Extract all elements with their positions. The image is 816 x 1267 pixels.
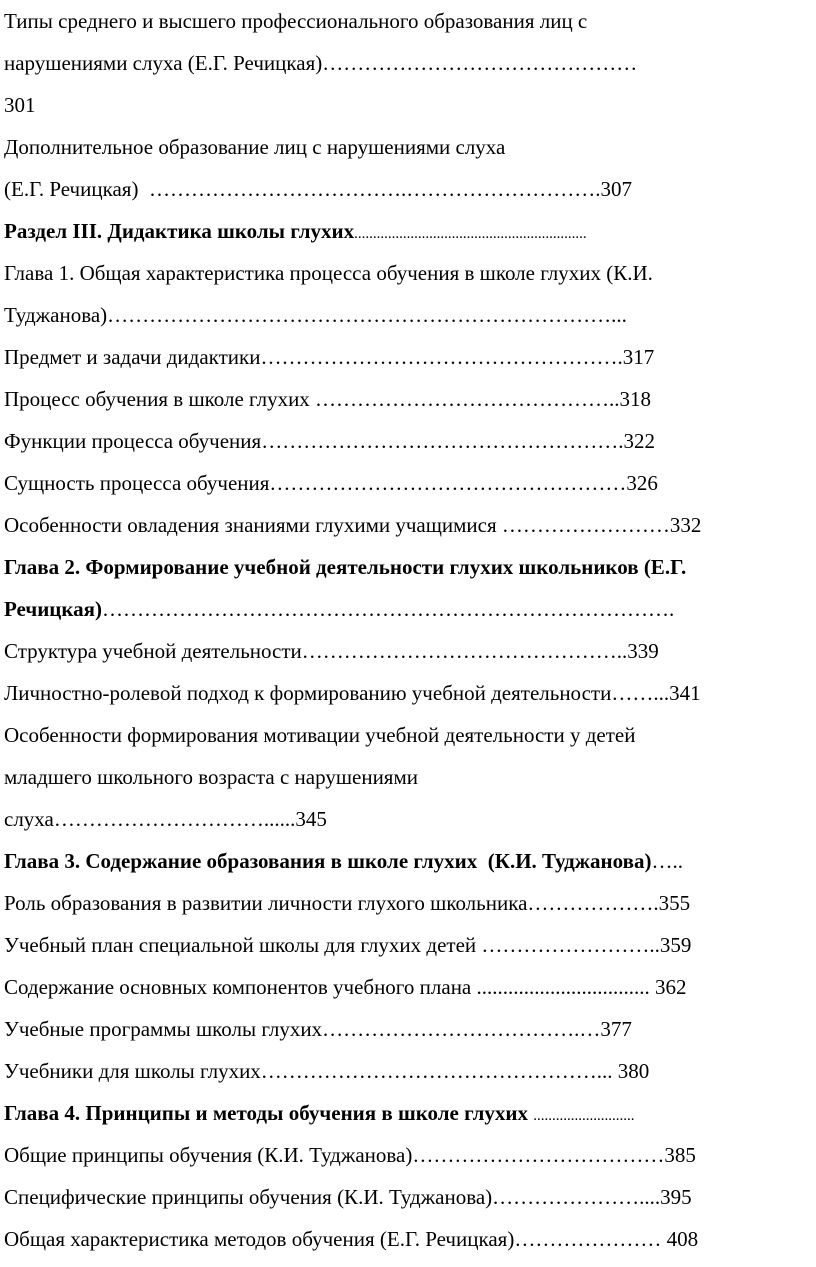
toc-line: младшего школьного возраста с нарушениями [4, 765, 418, 789]
toc-line: Особенности овладения знаниями глухими учащимися ……………………332 [4, 513, 702, 537]
toc-chapter-heading-cont [4, 588, 816, 630]
toc-line: Типы среднего и высшего профессионального образования лиц с [4, 9, 588, 33]
toc-line: Функции процесса обучения…………………………………………….322 [4, 429, 655, 453]
toc-line: Предмет и задачи дидактики…………………………………………….317 [4, 345, 655, 369]
leader-dots: ………………………………………………………………………. [102, 597, 675, 621]
chapter-title: Глава 4. Принципы и методы обучения в школе глухих [4, 1101, 534, 1125]
toc-line: Учебные программы школы глухих……………………………….…377 [4, 1017, 632, 1041]
toc-line: Общие принципы обучения (К.И. Туджанова)………………………………385 [4, 1143, 696, 1167]
toc-line: нарушениями слуха (Е.Г. Речицкая)……………………………………… [4, 51, 638, 75]
toc-page-number: 301 [4, 93, 36, 117]
section-title: Раздел III. Дидактика школы глухих [4, 219, 355, 243]
toc-line: Общая характеристика методов обучения (Е.Г. Речицкая)………………… 408 [4, 1227, 699, 1251]
toc-line: Содержание основных компонентов учебного плана ................................. 362 [4, 975, 687, 999]
toc-line: Личностно-ролевой подход к формированию учебной деятельности……...341 [4, 681, 701, 705]
toc-line: (Е.Г. Речицкая) ……………………………….……………………….307 [4, 177, 632, 201]
toc-line: слуха…………………………......345 [4, 807, 327, 831]
leader-dots: ….. [651, 849, 683, 873]
toc-line: Сущность процесса обучения……………………………………………326 [4, 471, 658, 495]
leader-dots: ........................... [533, 1108, 635, 1124]
toc-chapter-heading: Глава 2. Формирование учебной деятельности глухих школьников (Е.Г. [4, 555, 687, 579]
toc-chapter-line: Глава 1. Общая характеристика процесса обучения в школе глухих (К.И. [4, 261, 653, 285]
toc-line: Дополнительное образование лиц с нарушениями слуха [4, 135, 506, 159]
toc-line: Учебный план специальной школы для глухих детей ……………………..359 [4, 933, 692, 957]
chapter-author: Речицкая) [4, 597, 103, 621]
toc-line: Учебники для школы глухих…………………………………………... 380 [4, 1059, 650, 1083]
toc-line: Специфические принципы обучения (К.И. Туджанова)…………………....395 [4, 1185, 692, 1209]
toc-chapter-heading [4, 1092, 816, 1134]
toc-line: Особенности формирования мотивации учебной деятельности у детей [4, 723, 636, 747]
leader-dots: .............................................................. [354, 226, 587, 242]
toc-line: Процесс обучения в школе глухих ……………………………………..318 [4, 387, 652, 411]
toc-line: Структура учебной деятельности………………………………………..339 [4, 639, 659, 663]
toc-line: Роль образования в развитии личности глухого школьника……………….355 [4, 891, 691, 915]
toc-chapter-heading [4, 840, 816, 882]
toc-section-heading [4, 210, 816, 252]
chapter-title: Глава 3. Содержание образования в школе глухих (К.И. Туджанова) [4, 849, 652, 873]
toc-line: Туджанова)………………………………………………………………... [4, 303, 627, 327]
